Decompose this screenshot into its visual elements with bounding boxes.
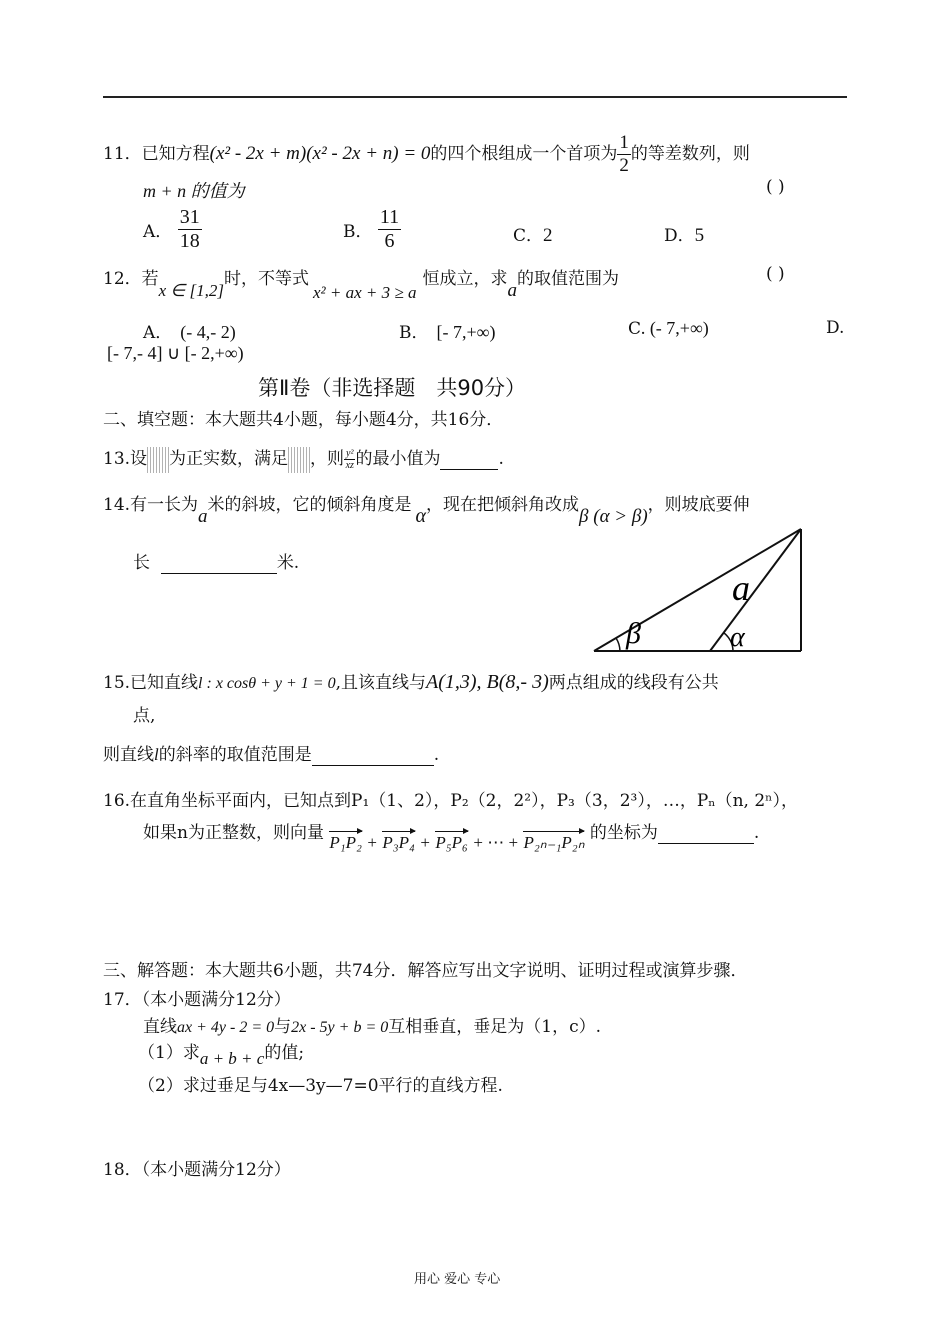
q11-option-b	[343, 206, 401, 253]
q16-vector-1: P₁P₂	[329, 833, 362, 852]
q11-prefix: 11．已知方程	[103, 143, 210, 164]
q15-prefix: 15.已知直线	[103, 673, 199, 693]
q12-option-b-value: [- 7,+∞)	[436, 322, 496, 342]
q12-option-c	[628, 318, 709, 339]
q12-inequality: x² + ax + 3 ≥ a	[312, 283, 417, 302]
q15-line3-prefix: 则直线	[103, 745, 154, 765]
q14-alpha: α	[415, 505, 427, 527]
q17-sub1-expr: a + b + c	[199, 1049, 265, 1068]
q16-dots: + ⋯ +	[473, 833, 519, 852]
q11-fraction	[617, 132, 631, 177]
fill-section-intro: 二、填空题：本大题共4小题，每小题4分，共16分．	[103, 410, 504, 430]
q12-var-a: a	[507, 280, 517, 301]
q16-line1: 16.在直角坐标平面内，已知点到P₁（1、2），P₂（2，2²），P₃（3，2³），…，Pₙ（n, 2ⁿ），	[103, 791, 799, 811]
q16-line2	[143, 818, 760, 852]
q15-line-equation: l : x cosθ + y + 1 = 0	[198, 675, 336, 692]
q14-mid2: ，现在把倾斜角改成	[426, 495, 580, 515]
q14-var-a: a	[198, 506, 208, 527]
q12-option-d-value: [- 7,- 4] ∪ [- 2,+∞)	[107, 343, 244, 363]
q11-mid: 的四个根组成一个首项为	[430, 143, 618, 164]
q15-line2: 点,	[133, 706, 156, 726]
header-rule	[103, 96, 847, 98]
q17-eq2: 2x - 5y + b = 0	[291, 1019, 389, 1036]
fig-steep-slope	[710, 529, 801, 651]
fig-label-a: a	[732, 568, 750, 608]
q17-sub2: （2）求过垂足与4x—3y—7=0平行的直线方程.	[138, 1076, 503, 1096]
q11-option-b-label: B．	[343, 222, 373, 242]
q15-line3-l: l	[154, 745, 159, 764]
q17-line1-prefix: 直线	[143, 1017, 177, 1037]
q11-option-c-label: C．	[513, 226, 544, 246]
q13-frac-num: y²	[346, 447, 354, 459]
q13-mid2: ，则	[310, 449, 345, 469]
q17-sub1	[138, 1038, 305, 1068]
q11-line2: m + n 的值为	[143, 181, 245, 201]
q13-variables-image	[147, 447, 169, 473]
q17-sub1-suffix: 的值;	[264, 1043, 305, 1063]
q14-prefix: 14.有一长为	[103, 495, 199, 515]
q15-answer-blank[interactable]	[312, 745, 434, 766]
q12-option-a	[143, 318, 236, 343]
q13-frac-den: xz	[345, 460, 354, 471]
q11-suffix: 的等差数列，则	[630, 143, 750, 164]
q13-mid1: 为正实数，满足	[169, 449, 289, 469]
q16-answer-blank[interactable]	[658, 823, 754, 844]
q16-plus-1: +	[367, 833, 377, 852]
q17-eq1: ax + 4y - 2 = 0	[177, 1019, 275, 1036]
q18-title: 18．（本小题满分12分）	[103, 1160, 291, 1180]
q14-line2	[133, 548, 299, 574]
q14-line2-suffix: 米.	[276, 553, 300, 573]
q12-option-d-label: D.	[826, 318, 845, 338]
q14-beta-cond: β (α > β)	[579, 506, 648, 527]
q14-line2-prefix: 长	[133, 553, 150, 573]
q12-condition: x ∈ [1,2]	[158, 281, 224, 300]
q11-line1	[103, 132, 750, 177]
q15-mid: ,且该直线与	[335, 673, 427, 693]
q16-vector-4: P₂ₙ₋₁P₂ₙ	[523, 833, 585, 852]
q16-end: .	[753, 823, 760, 843]
q12-prefix: 12．若	[103, 269, 159, 289]
q13-suffix: 的最小值为	[355, 449, 441, 469]
q11-option-c	[513, 221, 553, 247]
q12-option-a-value: (- 4,- 2)	[180, 322, 236, 342]
q11-option-a-label: A．	[143, 222, 173, 242]
q11-a-num: 31	[179, 206, 200, 228]
q11-option-a	[143, 206, 202, 253]
q17-sub1-prefix: （1）求	[138, 1043, 200, 1063]
q16-plus-2: +	[420, 833, 430, 852]
q17-title: 17．（本小题满分12分）	[103, 990, 291, 1010]
q13-prefix: 13.设	[103, 449, 148, 469]
q11-option-d-value: 5	[694, 225, 705, 246]
q15-end: .	[433, 745, 440, 765]
fig-label-alpha: α	[730, 622, 745, 653]
q14-mid1: 米的斜坡，它的倾斜角度是	[207, 495, 412, 515]
fig-beta-arc	[616, 638, 620, 651]
q15-points: A(1,3), B(8,- 3)	[426, 671, 549, 693]
q14-answer-blank[interactable]	[161, 553, 277, 574]
q11-option-c-value: 2	[543, 225, 553, 246]
part2-title: 第Ⅱ卷（非选择题 共90分）	[258, 376, 527, 400]
q15-suffix: 两点组成的线段有公共	[548, 673, 719, 693]
q12-option-b	[399, 318, 495, 343]
q13-answer-blank[interactable]	[440, 449, 498, 470]
q11-option-b-frac	[378, 206, 401, 253]
q12-suffix: 的取值范围为	[516, 269, 619, 289]
q16-line2-prefix: 如果n为正整数，则向量	[143, 823, 324, 843]
q12-option-b-label: B．	[399, 323, 429, 343]
q12-option-c-value: (- 7,+∞)	[649, 318, 709, 338]
q16-vector-2: P₃P₄	[382, 833, 415, 852]
q16-line2-suffix: 的坐标为	[589, 823, 658, 843]
q12-mid1: 时，不等式	[223, 269, 309, 289]
q11-paren: ( )	[766, 177, 785, 197]
q13-fraction	[344, 448, 355, 472]
q16-vector-3: P₅P₆	[435, 833, 468, 852]
q14-line1	[103, 490, 750, 527]
q11-a-den: 18	[179, 230, 200, 252]
fig-label-beta: β	[626, 617, 641, 650]
q13-end: .	[498, 449, 504, 469]
q15-line3	[103, 740, 439, 766]
q15-line1	[103, 668, 719, 694]
q13-line	[103, 444, 504, 473]
q11-b-num: 11	[379, 206, 400, 228]
q11-frac-num: 1	[619, 132, 629, 153]
q11-option-d-label: D．	[664, 226, 695, 246]
page-footer: 用心 爱心 专心	[414, 1272, 501, 1287]
q13-condition-image	[288, 447, 310, 473]
q17-line1	[143, 1012, 601, 1037]
solve-section-intro: 三、解答题：本大题共6小题，共74分．解答应写出文字说明、证明过程或演算步骤．	[103, 961, 748, 981]
q17-line1-suffix: 互相垂直，垂足为（1，c）.	[388, 1017, 601, 1037]
q11-option-a-frac	[178, 206, 202, 253]
q17-and: 与	[274, 1017, 292, 1037]
q11-b-den: 6	[384, 230, 395, 252]
q11-frac-den: 2	[619, 154, 629, 176]
q11-equation: (x² - 2x + m)(x² - 2x + n) = 0	[209, 142, 431, 164]
q12-option-c-label: C.	[628, 319, 646, 339]
q14-suffix: ，则坡底要伸	[647, 495, 750, 515]
q12-line1	[103, 264, 619, 302]
q12-mid2: 恒成立，求	[422, 269, 508, 289]
q11-option-d	[664, 221, 704, 247]
q15-line3-suffix: 的斜率的取值范围是	[158, 745, 312, 765]
q14-slope-figure	[590, 523, 810, 658]
q12-option-a-label: A．	[143, 323, 173, 343]
q12-paren: ( )	[766, 264, 785, 284]
